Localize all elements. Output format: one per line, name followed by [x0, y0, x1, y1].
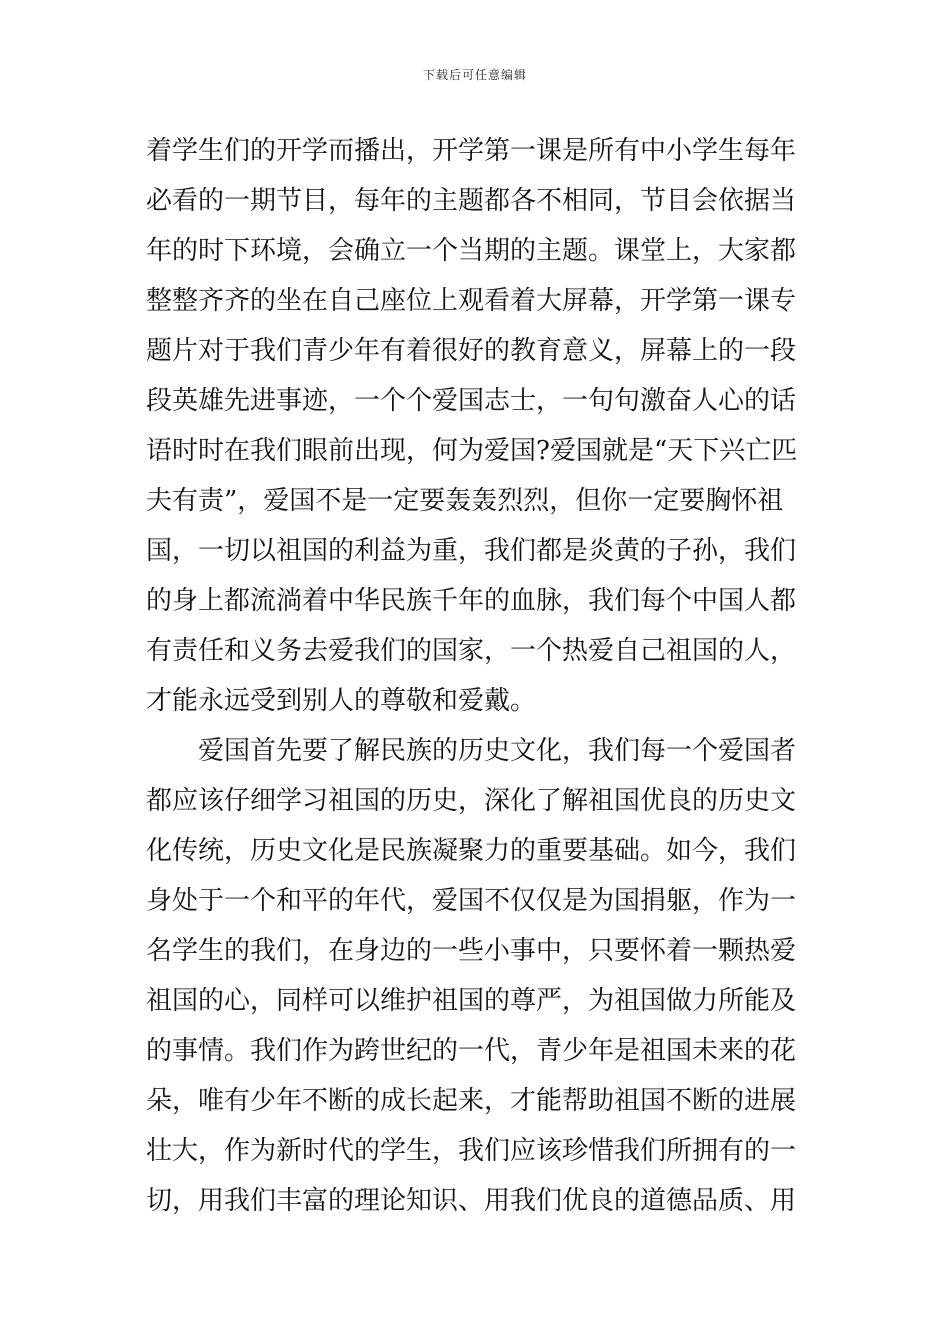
text-line: 国，一切以祖国的利益为重，我们都是炎黄的子孙，我们: [146, 536, 797, 566]
text-line: 题片对于我们青少年有着很好的教育意义，屏幕上的一段: [146, 336, 797, 366]
text-line: 化传统，历史文化是民族凝聚力的重要基础。如今，我们: [146, 836, 797, 866]
text-line: 有责任和义务去爱我们的国家，一个热爱自己祖国的人，: [146, 636, 797, 666]
text-line: 壮大，作为新时代的学生，我们应该珍惜我们所拥有的一: [146, 1136, 797, 1166]
text-line: 语时时在我们眼前出现，何为爱国?爱国就是“天下兴亡匹: [146, 436, 798, 466]
page-header: 下载后可任意编辑: [422, 68, 527, 82]
text-line: 年的时下环境，会确立一个当期的主题。课堂上，大家都: [146, 236, 797, 266]
paragraph-1: [146, 126, 806, 726]
text-line: 都应该仔细学习祖国的历史，深化了解祖国优良的历史文: [146, 786, 797, 816]
text-line: 名学生的我们，在身边的一些小事中，只要怀着一颗热爱: [146, 936, 797, 966]
text-line: 整整齐齐的坐在自己座位上观看着大屏幕，开学第一课专: [146, 286, 797, 316]
text-line: 身处于一个和平的年代，爱国不仅仅是为国捐躯，作为一: [146, 886, 797, 916]
text-line: 段英雄先进事迹，一个个爱国志士，一句句激奋人心的话: [146, 386, 797, 416]
text-line: 朵，唯有少年不断的成长起来，才能帮助祖国不断的进展: [146, 1086, 797, 1116]
text-line: 才能永远受到别人的尊敬和爱戴。: [146, 686, 537, 716]
text-line: 的身上都流淌着中华民族千年的血脉，我们每个中国人都: [146, 586, 797, 616]
text-line: 祖国的心，同样可以维护祖国的尊严，为祖国做力所能及: [146, 986, 797, 1016]
text-line: 爱国首先要了解民族的历史文化，我们每一个爱国者: [198, 736, 797, 766]
text-line: 的事情。我们作为跨世纪的一代，青少年是祖国未来的花: [146, 1036, 797, 1066]
paragraph-2: [146, 726, 806, 1226]
text-line: 切，用我们丰富的理论知识、用我们优良的道德品质、用: [146, 1186, 797, 1216]
text-line: 夫有责”，爱国不是一定要轰轰烈烈，但你一定要胸怀祖: [146, 486, 784, 516]
text-line: 着学生们的开学而播出，开学第一课是所有中小学生每年: [146, 136, 797, 166]
document-body: [146, 126, 806, 1226]
text-line: 必看的一期节目，每年的主题都各不相同，节目会依据当: [146, 186, 797, 216]
